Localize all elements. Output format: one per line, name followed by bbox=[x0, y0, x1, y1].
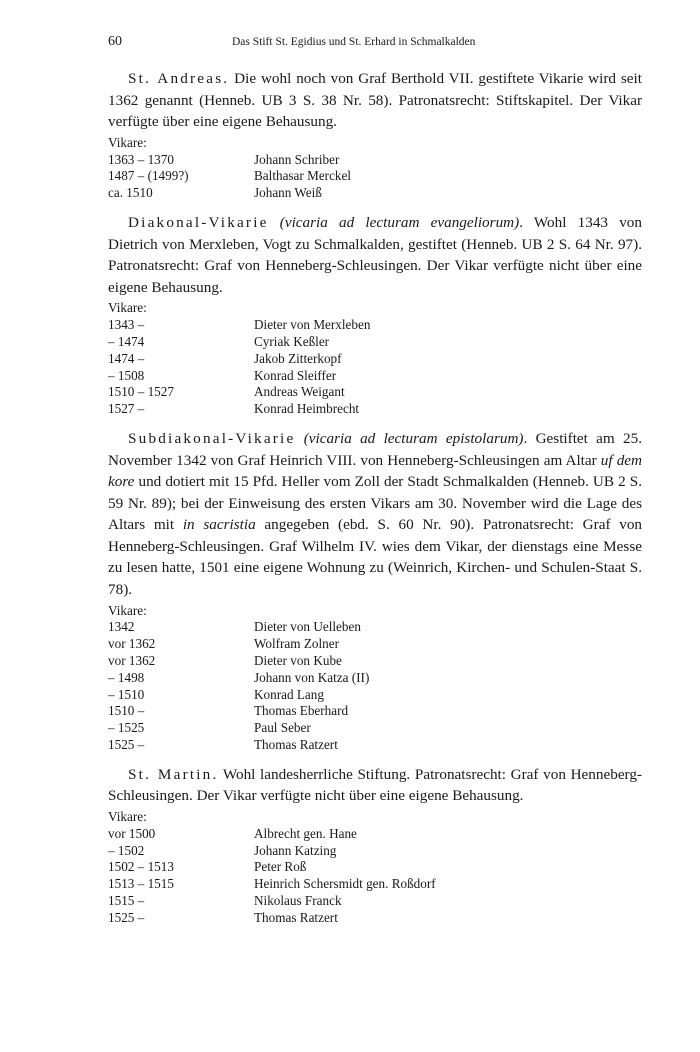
entry-date: 1343 – bbox=[108, 317, 145, 333]
entry-name: Heinrich Schersmidt gen. Roßdorf bbox=[254, 876, 436, 892]
list-item bbox=[108, 168, 642, 185]
list-item bbox=[108, 737, 642, 754]
entry-date: 1510 – bbox=[108, 703, 145, 719]
vikare-list bbox=[108, 300, 642, 418]
entry-name: Andreas Weigant bbox=[254, 384, 345, 400]
list-label: Vikare: bbox=[108, 134, 147, 150]
running-title: Das Stift St. Egidius und St. Erhard in Schmalkalden bbox=[232, 36, 476, 48]
entry-name: Dieter von Merxleben bbox=[254, 317, 371, 333]
page-body bbox=[108, 68, 642, 937]
entry-name: Cyriak Keßler bbox=[254, 333, 330, 349]
list-item bbox=[108, 384, 642, 401]
entry-name: Thomas Ratzert bbox=[254, 737, 338, 753]
entry-date: – 1502 bbox=[108, 842, 145, 858]
entry-date: 1527 – bbox=[108, 401, 145, 417]
entry-date: – 1498 bbox=[108, 669, 145, 685]
entry-date: 1525 – bbox=[108, 737, 145, 753]
list-item bbox=[108, 401, 642, 418]
section-heading: Diakonal-Vikarie bbox=[128, 213, 269, 231]
entry-name: Konrad Heimbrecht bbox=[254, 401, 360, 417]
list-label: Vikare: bbox=[108, 809, 147, 825]
entry-date: – 1508 bbox=[108, 367, 145, 383]
list-item bbox=[108, 653, 642, 670]
entry-date: – 1474 bbox=[108, 333, 145, 349]
entry-name: Dieter von Kube bbox=[254, 653, 342, 669]
vikare-list bbox=[108, 809, 642, 927]
entry-date: 1474 – bbox=[108, 350, 145, 366]
entry-date: 1525 – bbox=[108, 909, 145, 925]
entry-name: Johann Weiß bbox=[254, 185, 322, 201]
entry-name: Balthasar Merckel bbox=[254, 168, 352, 184]
entry-name: Jakob Zitterkopf bbox=[254, 350, 342, 366]
entry-name: Konrad Sleiffer bbox=[254, 367, 337, 383]
list-item bbox=[108, 670, 642, 687]
vikare-list bbox=[108, 603, 642, 754]
entry-name: Thomas Ratzert bbox=[254, 909, 338, 925]
list-item bbox=[108, 317, 642, 334]
entry-name: Konrad Lang bbox=[254, 686, 324, 702]
entry-name: Albrecht gen. Hane bbox=[254, 825, 357, 841]
entry-date: 1515 – bbox=[108, 893, 145, 909]
section-text: (vicaria ad lecturam epistolarum). Gestiftet am 25. November 1342 von Graf Heinrich VIII. von Henneberg-Schleusingen am Altar uf dem kore und dotiert mit 15 Pfd. Heller vom Zoll der Stadt Schmalkalden (Henneb. UB 2 S. 59 Nr. 89); bei der Einweisung des ersten Vikars am 30. November wird die Lage des Altars mit in sacristia angegeben (ebd. S. 60 Nr. 90). Patronatsrecht: Graf von Henneberg-Schleusingen. Graf Wilhelm IV. wies dem Vikar, der dienstags eine Messe zu lesen hatte, 1501 eine eigene Wohnung zu (Weinrich, Kirchen- und Schulen-Staat S. 78). bbox=[108, 429, 643, 599]
entry-date: 1487 – (1499?) bbox=[108, 168, 189, 184]
entry-date: 1510 – 1527 bbox=[108, 384, 174, 400]
entry-name: Paul Seber bbox=[254, 720, 311, 736]
section-heading: St. Andreas. bbox=[128, 70, 230, 87]
entry-name: Nikolaus Franck bbox=[254, 893, 342, 909]
entry-date: vor 1362 bbox=[108, 636, 156, 652]
list-item bbox=[108, 720, 642, 737]
list-item bbox=[108, 893, 642, 910]
list-item bbox=[108, 843, 642, 860]
section-text: Wohl landesherrliche Stiftung. Patronatsrecht: Graf von Henneberg-Schleusingen. Der Vikar verfügte nicht über eine eigene Behausung. bbox=[108, 765, 642, 805]
entry-name: Wolfram Zolner bbox=[254, 636, 339, 652]
section-heading: Subdiakonal-Vikarie bbox=[128, 429, 296, 447]
list-item bbox=[108, 859, 642, 876]
list-item bbox=[108, 185, 642, 202]
entry-date: – 1525 bbox=[108, 720, 145, 736]
section-paragraph bbox=[108, 212, 642, 298]
list-item bbox=[108, 910, 642, 927]
entry-date: – 1510 bbox=[108, 686, 145, 702]
list-item bbox=[108, 826, 642, 843]
entry-date: vor 1500 bbox=[108, 825, 156, 841]
entry-date: 1513 – 1515 bbox=[108, 876, 174, 892]
entry-name: Johann von Katza (II) bbox=[254, 669, 370, 685]
list-item bbox=[108, 636, 642, 653]
page-header bbox=[108, 34, 642, 52]
list-item bbox=[108, 619, 642, 636]
entry-name: Johann Schriber bbox=[254, 151, 340, 167]
entry-date: 1342 bbox=[108, 619, 135, 635]
list-item bbox=[108, 703, 642, 720]
section-paragraph bbox=[108, 428, 642, 601]
vikare-list bbox=[108, 135, 642, 202]
entry-name: Dieter von Uelleben bbox=[254, 619, 361, 635]
list-label: Vikare: bbox=[108, 602, 147, 618]
entry-date: ca. 1510 bbox=[108, 185, 153, 201]
section-paragraph bbox=[108, 764, 642, 807]
entry-name: Peter Roß bbox=[254, 859, 307, 875]
list-item bbox=[108, 152, 642, 169]
list-item bbox=[108, 687, 642, 704]
section-paragraph bbox=[108, 68, 642, 133]
list-item bbox=[108, 876, 642, 893]
list-item bbox=[108, 351, 642, 368]
section-heading: St. Martin. bbox=[128, 765, 219, 783]
entry-date: 1502 – 1513 bbox=[108, 859, 174, 875]
section-text: (vicaria ad lecturam evangeliorum). Wohl 1343 von Dietrich von Merxleben, Vogt zu Schmalkalden, gestiftet (Henneb. UB 2 S. 64 Nr. 97). Patronatsrecht: Graf von Henneberg-Schleusingen. Der Vikar verfügte nicht über eine eigene Behausung. bbox=[108, 213, 642, 296]
entry-name: Thomas Eberhard bbox=[254, 703, 349, 719]
entry-name: Johann Katzing bbox=[254, 842, 337, 858]
section-text: Die wohl noch von Graf Berthold VII. gestiftete Vikarie wird seit 1362 genannt (Henneb. UB 3 S. 38 Nr. 58). Patronatsrecht: Stiftskapitel. Der Vikar verfügte über eine eigene Behausung. bbox=[108, 70, 642, 131]
list-item bbox=[108, 368, 642, 385]
entry-date: vor 1362 bbox=[108, 653, 156, 669]
list-label: Vikare: bbox=[108, 300, 147, 316]
list-item bbox=[108, 334, 642, 351]
page-number: 60 bbox=[108, 34, 122, 49]
entry-date: 1363 – 1370 bbox=[108, 151, 174, 167]
